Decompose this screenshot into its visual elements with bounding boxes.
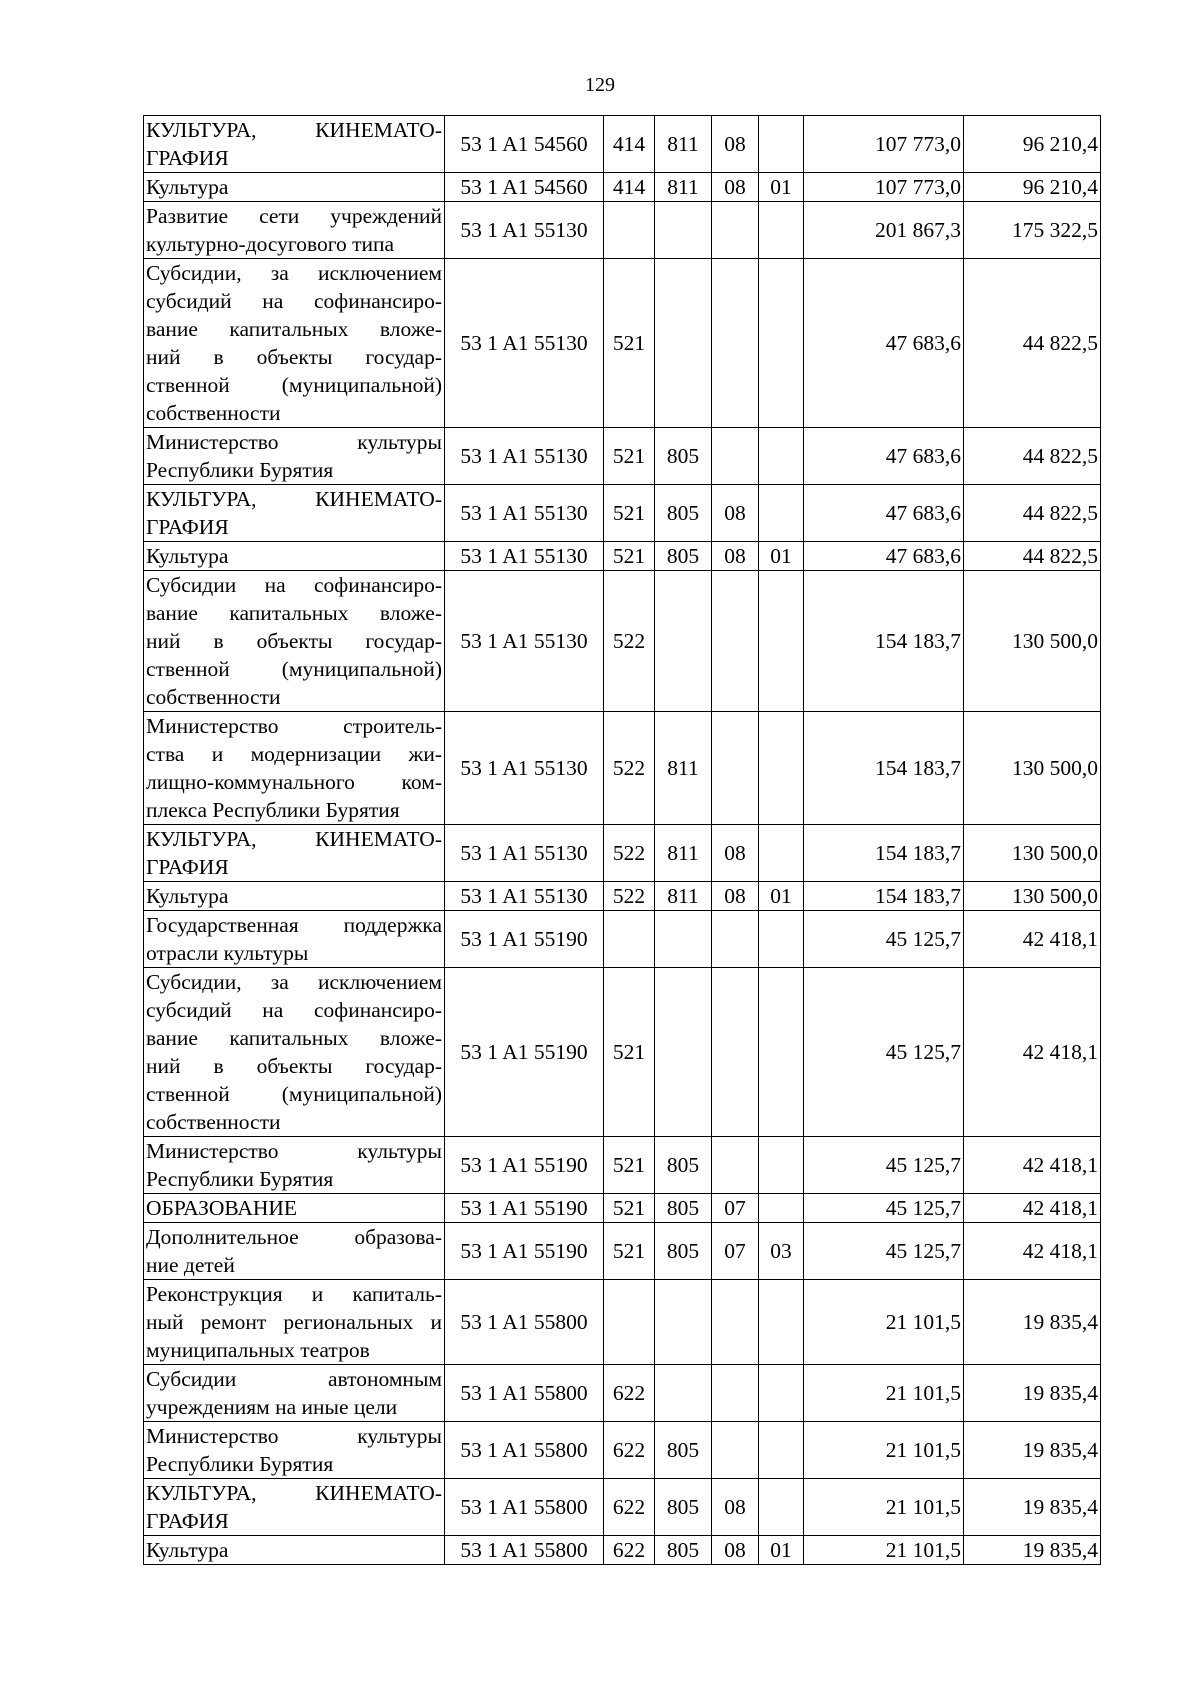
section-cell	[712, 1137, 759, 1194]
target-article-cell: 53 1 A1 55800	[445, 1536, 604, 1565]
expense-type-cell: 521	[604, 485, 655, 542]
section-cell	[712, 428, 759, 485]
amount-1-cell: 21 101,5	[804, 1479, 964, 1536]
ministry-code-cell: 805	[655, 1536, 712, 1565]
item-name-cell	[144, 1194, 445, 1223]
ministry-code-cell: 805	[655, 1422, 712, 1479]
ministry-code-cell: 805	[655, 1479, 712, 1536]
amount-1-cell: 154 183,7	[804, 882, 964, 911]
ministry-code-cell	[655, 571, 712, 712]
item-name-line: плекса Республики Бурятия	[146, 798, 400, 822]
expense-type-cell: 622	[604, 1479, 655, 1536]
amount-1-cell: 47 683,6	[804, 428, 964, 485]
item-name-line: субсидий на софинансиро-	[146, 998, 442, 1022]
item-name-line: ГРАФИЯ	[146, 146, 229, 170]
ministry-code-cell: 805	[655, 1137, 712, 1194]
item-name-line: культурно-досугового типа	[146, 232, 395, 256]
expense-type-cell: 622	[604, 1536, 655, 1565]
target-article-cell: 53 1 A1 55130	[445, 712, 604, 825]
amount-1-cell: 21 101,5	[804, 1280, 964, 1365]
ministry-code-cell: 811	[655, 882, 712, 911]
amount-1-cell: 45 125,7	[804, 1223, 964, 1280]
target-article-cell: 53 1 A1 55190	[445, 968, 604, 1137]
subsection-cell	[759, 1365, 804, 1422]
amount-2-cell: 42 418,1	[964, 911, 1101, 968]
amount-1-cell: 47 683,6	[804, 485, 964, 542]
ministry-code-cell: 805	[655, 485, 712, 542]
table-row	[144, 428, 1101, 485]
amount-1-cell: 107 773,0	[804, 116, 964, 173]
target-article-cell: 53 1 A1 55800	[445, 1479, 604, 1536]
amount-2-cell: 44 822,5	[964, 259, 1101, 428]
item-name-cell	[144, 485, 445, 542]
section-cell: 07	[712, 1223, 759, 1280]
amount-1-cell: 47 683,6	[804, 542, 964, 571]
item-name-line: собственности	[146, 401, 281, 425]
ministry-code-cell: 805	[655, 1194, 712, 1223]
item-name-line: ГРАФИЯ	[146, 515, 229, 539]
table-row	[144, 1479, 1101, 1536]
expense-type-cell: 522	[604, 825, 655, 882]
section-cell: 08	[712, 825, 759, 882]
amount-1-cell: 45 125,7	[804, 1137, 964, 1194]
ministry-code-cell: 811	[655, 712, 712, 825]
item-name-cell	[144, 428, 445, 485]
item-name-line: вание капитальных вложе-	[146, 317, 442, 341]
amount-2-cell: 42 418,1	[964, 1194, 1101, 1223]
item-name-line: Министерство культуры	[146, 1139, 442, 1163]
amount-2-cell: 44 822,5	[964, 428, 1101, 485]
subsection-cell	[759, 1479, 804, 1536]
item-name-line: Министерство культуры	[146, 1424, 442, 1448]
table-row	[144, 485, 1101, 542]
section-cell: 07	[712, 1194, 759, 1223]
target-article-cell: 53 1 A1 55190	[445, 911, 604, 968]
ministry-code-cell: 811	[655, 173, 712, 202]
amount-2-cell: 130 500,0	[964, 882, 1101, 911]
expense-type-cell: 521	[604, 542, 655, 571]
amount-1-cell: 154 183,7	[804, 712, 964, 825]
ministry-code-cell	[655, 259, 712, 428]
amount-1-cell: 45 125,7	[804, 911, 964, 968]
item-name-cell	[144, 825, 445, 882]
item-name-line: ГРАФИЯ	[146, 1509, 229, 1533]
target-article-cell: 53 1 A1 54560	[445, 173, 604, 202]
amount-2-cell: 19 835,4	[964, 1422, 1101, 1479]
target-article-cell: 53 1 A1 54560	[445, 116, 604, 173]
item-name-line: ства и модернизации жи-	[146, 742, 442, 766]
expense-type-cell: 521	[604, 1223, 655, 1280]
subsection-cell	[759, 968, 804, 1137]
subsection-cell: 01	[759, 173, 804, 202]
expense-type-cell: 522	[604, 882, 655, 911]
expense-type-cell	[604, 202, 655, 259]
expense-type-cell: 521	[604, 968, 655, 1137]
item-name-line: ние детей	[146, 1253, 235, 1277]
amount-1-cell: 45 125,7	[804, 968, 964, 1137]
amount-1-cell: 21 101,5	[804, 1422, 964, 1479]
section-cell: 08	[712, 173, 759, 202]
table-row	[144, 1194, 1101, 1223]
amount-2-cell: 42 418,1	[964, 1137, 1101, 1194]
subsection-cell: 01	[759, 882, 804, 911]
subsection-cell	[759, 1422, 804, 1479]
item-name-line: собственности	[146, 1110, 281, 1134]
target-article-cell: 53 1 A1 55190	[445, 1137, 604, 1194]
item-name-line: Культура	[146, 175, 229, 199]
item-name-cell	[144, 202, 445, 259]
ministry-code-cell: 811	[655, 116, 712, 173]
item-name-line: Субсидии, за исключением	[146, 261, 442, 285]
amount-1-cell: 45 125,7	[804, 1194, 964, 1223]
item-name-cell	[144, 1365, 445, 1422]
subsection-cell	[759, 1137, 804, 1194]
table-row	[144, 542, 1101, 571]
section-cell	[712, 1365, 759, 1422]
item-name-line: Культура	[146, 544, 229, 568]
expense-type-cell: 521	[604, 1194, 655, 1223]
subsection-cell	[759, 485, 804, 542]
expense-type-cell: 521	[604, 428, 655, 485]
table-row	[144, 259, 1101, 428]
item-name-line: ний в объекты государ-	[146, 1054, 442, 1078]
expense-type-cell: 622	[604, 1365, 655, 1422]
item-name-line: собственности	[146, 685, 281, 709]
expense-type-cell: 414	[604, 116, 655, 173]
target-article-cell: 53 1 A1 55130	[445, 259, 604, 428]
subsection-cell	[759, 202, 804, 259]
item-name-line: ственной (муниципальной)	[146, 373, 442, 397]
subsection-cell	[759, 116, 804, 173]
item-name-line: ний в объекты государ-	[146, 629, 442, 653]
section-cell: 08	[712, 1479, 759, 1536]
item-name-line: лищно-коммунального ком-	[146, 770, 442, 794]
target-article-cell: 53 1 A1 55130	[445, 825, 604, 882]
item-name-line: ОБРАЗОВАНИЕ	[146, 1196, 298, 1220]
item-name-line: Субсидии, за исключением	[146, 970, 442, 994]
item-name-line: ний в объекты государ-	[146, 345, 442, 369]
subsection-cell	[759, 712, 804, 825]
item-name-cell	[144, 1422, 445, 1479]
item-name-line: ный ремонт региональных и	[146, 1310, 442, 1334]
expense-type-cell	[604, 1280, 655, 1365]
section-cell	[712, 712, 759, 825]
target-article-cell: 53 1 A1 55800	[445, 1280, 604, 1365]
expense-type-cell: 521	[604, 1137, 655, 1194]
item-name-line: Министерство культуры	[146, 430, 442, 454]
item-name-cell	[144, 116, 445, 173]
section-cell	[712, 1280, 759, 1365]
item-name-cell	[144, 882, 445, 911]
item-name-line: КУЛЬТУРА, КИНЕМАТО-	[146, 487, 442, 511]
item-name-cell	[144, 542, 445, 571]
table-row	[144, 1422, 1101, 1479]
item-name-line: вание капитальных вложе-	[146, 601, 442, 625]
table-row	[144, 1137, 1101, 1194]
amount-2-cell: 44 822,5	[964, 485, 1101, 542]
amount-2-cell: 19 835,4	[964, 1536, 1101, 1565]
budget-table-body	[144, 116, 1101, 1565]
section-cell	[712, 202, 759, 259]
amount-2-cell: 130 500,0	[964, 712, 1101, 825]
target-article-cell: 53 1 A1 55130	[445, 882, 604, 911]
table-row	[144, 1536, 1101, 1565]
subsection-cell	[759, 911, 804, 968]
table-row	[144, 1223, 1101, 1280]
section-cell	[712, 968, 759, 1137]
table-row	[144, 116, 1101, 173]
subsection-cell: 03	[759, 1223, 804, 1280]
table-row	[144, 825, 1101, 882]
ministry-code-cell	[655, 968, 712, 1137]
item-name-line: Республики Бурятия	[146, 1167, 334, 1191]
amount-2-cell: 130 500,0	[964, 825, 1101, 882]
amount-2-cell: 96 210,4	[964, 173, 1101, 202]
table-row	[144, 202, 1101, 259]
ministry-code-cell	[655, 1365, 712, 1422]
target-article-cell: 53 1 A1 55130	[445, 571, 604, 712]
item-name-line: вание капитальных вложе-	[146, 1026, 442, 1050]
amount-2-cell: 175 322,5	[964, 202, 1101, 259]
target-article-cell: 53 1 A1 55130	[445, 485, 604, 542]
subsection-cell: 01	[759, 542, 804, 571]
item-name-line: Республики Бурятия	[146, 1452, 334, 1476]
ministry-code-cell	[655, 911, 712, 968]
amount-1-cell: 47 683,6	[804, 259, 964, 428]
item-name-cell	[144, 1137, 445, 1194]
amount-2-cell: 130 500,0	[964, 571, 1101, 712]
item-name-line: Государственная поддержка	[146, 913, 442, 937]
item-name-cell	[144, 571, 445, 712]
section-cell: 08	[712, 1536, 759, 1565]
table-row	[144, 882, 1101, 911]
table-row	[144, 1280, 1101, 1365]
item-name-line: Реконструкция и капиталь-	[146, 1282, 442, 1306]
section-cell: 08	[712, 542, 759, 571]
expense-type-cell: 414	[604, 173, 655, 202]
section-cell: 08	[712, 116, 759, 173]
amount-2-cell: 19 835,4	[964, 1365, 1101, 1422]
ministry-code-cell	[655, 202, 712, 259]
ministry-code-cell: 811	[655, 825, 712, 882]
table-row	[144, 1365, 1101, 1422]
subsection-cell	[759, 259, 804, 428]
item-name-line: отрасли культуры	[146, 941, 309, 965]
subsection-cell	[759, 1194, 804, 1223]
item-name-line: Дополнительное образова-	[146, 1225, 442, 1249]
item-name-line: субсидий на софинансиро-	[146, 289, 442, 313]
expense-type-cell: 622	[604, 1422, 655, 1479]
item-name-line: Субсидии автономным	[146, 1367, 442, 1391]
amount-2-cell: 42 418,1	[964, 1223, 1101, 1280]
subsection-cell	[759, 1280, 804, 1365]
amount-2-cell: 96 210,4	[964, 116, 1101, 173]
page-number: 129	[585, 74, 615, 96]
section-cell	[712, 1422, 759, 1479]
ministry-code-cell: 805	[655, 1223, 712, 1280]
item-name-line: муниципальных театров	[146, 1338, 370, 1362]
item-name-line: Министерство строитель-	[146, 714, 442, 738]
target-article-cell: 53 1 A1 55800	[445, 1422, 604, 1479]
section-cell	[712, 571, 759, 712]
amount-1-cell: 21 101,5	[804, 1536, 964, 1565]
amount-2-cell: 19 835,4	[964, 1479, 1101, 1536]
subsection-cell	[759, 571, 804, 712]
target-article-cell: 53 1 A1 55190	[445, 1223, 604, 1280]
expense-type-cell	[604, 911, 655, 968]
item-name-cell	[144, 1479, 445, 1536]
table-row	[144, 911, 1101, 968]
table-row	[144, 173, 1101, 202]
amount-1-cell: 107 773,0	[804, 173, 964, 202]
subsection-cell	[759, 825, 804, 882]
section-cell: 08	[712, 485, 759, 542]
expense-type-cell: 522	[604, 571, 655, 712]
item-name-line: КУЛЬТУРА, КИНЕМАТО-	[146, 118, 442, 142]
item-name-cell	[144, 1280, 445, 1365]
item-name-line: ственной (муниципальной)	[146, 1082, 442, 1106]
section-cell: 08	[712, 882, 759, 911]
item-name-cell	[144, 911, 445, 968]
section-cell	[712, 911, 759, 968]
item-name-line: ственной (муниципальной)	[146, 657, 442, 681]
amount-2-cell: 44 822,5	[964, 542, 1101, 571]
expense-type-cell: 522	[604, 712, 655, 825]
item-name-line: КУЛЬТУРА, КИНЕМАТО-	[146, 1481, 442, 1505]
amount-1-cell: 154 183,7	[804, 825, 964, 882]
amount-1-cell: 21 101,5	[804, 1365, 964, 1422]
target-article-cell: 53 1 A1 55130	[445, 428, 604, 485]
item-name-line: ГРАФИЯ	[146, 855, 229, 879]
item-name-cell	[144, 1223, 445, 1280]
item-name-line: Развитие сети учреждений	[146, 204, 442, 228]
expense-type-cell: 521	[604, 259, 655, 428]
table-row	[144, 571, 1101, 712]
subsection-cell	[759, 428, 804, 485]
item-name-line: КУЛЬТУРА, КИНЕМАТО-	[146, 827, 442, 851]
table-row	[144, 968, 1101, 1137]
target-article-cell: 53 1 A1 55130	[445, 202, 604, 259]
item-name-line: Субсидии на софинансиро-	[146, 573, 442, 597]
ministry-code-cell: 805	[655, 428, 712, 485]
amount-2-cell: 19 835,4	[964, 1280, 1101, 1365]
item-name-cell	[144, 259, 445, 428]
table-row	[144, 712, 1101, 825]
ministry-code-cell: 805	[655, 542, 712, 571]
item-name-cell	[144, 712, 445, 825]
item-name-line: Культура	[146, 884, 229, 908]
amount-2-cell: 42 418,1	[964, 968, 1101, 1137]
subsection-cell: 01	[759, 1536, 804, 1565]
item-name-line: Республики Бурятия	[146, 458, 334, 482]
target-article-cell: 53 1 A1 55130	[445, 542, 604, 571]
item-name-cell	[144, 1536, 445, 1565]
item-name-cell	[144, 968, 445, 1137]
ministry-code-cell	[655, 1280, 712, 1365]
amount-1-cell: 201 867,3	[804, 202, 964, 259]
item-name-line: учреждениям на иные цели	[146, 1395, 398, 1419]
amount-1-cell: 154 183,7	[804, 571, 964, 712]
section-cell	[712, 259, 759, 428]
budget-table	[143, 115, 1101, 1565]
item-name-line: Культура	[146, 1538, 229, 1562]
target-article-cell: 53 1 A1 55800	[445, 1365, 604, 1422]
target-article-cell: 53 1 A1 55190	[445, 1194, 604, 1223]
item-name-cell	[144, 173, 445, 202]
